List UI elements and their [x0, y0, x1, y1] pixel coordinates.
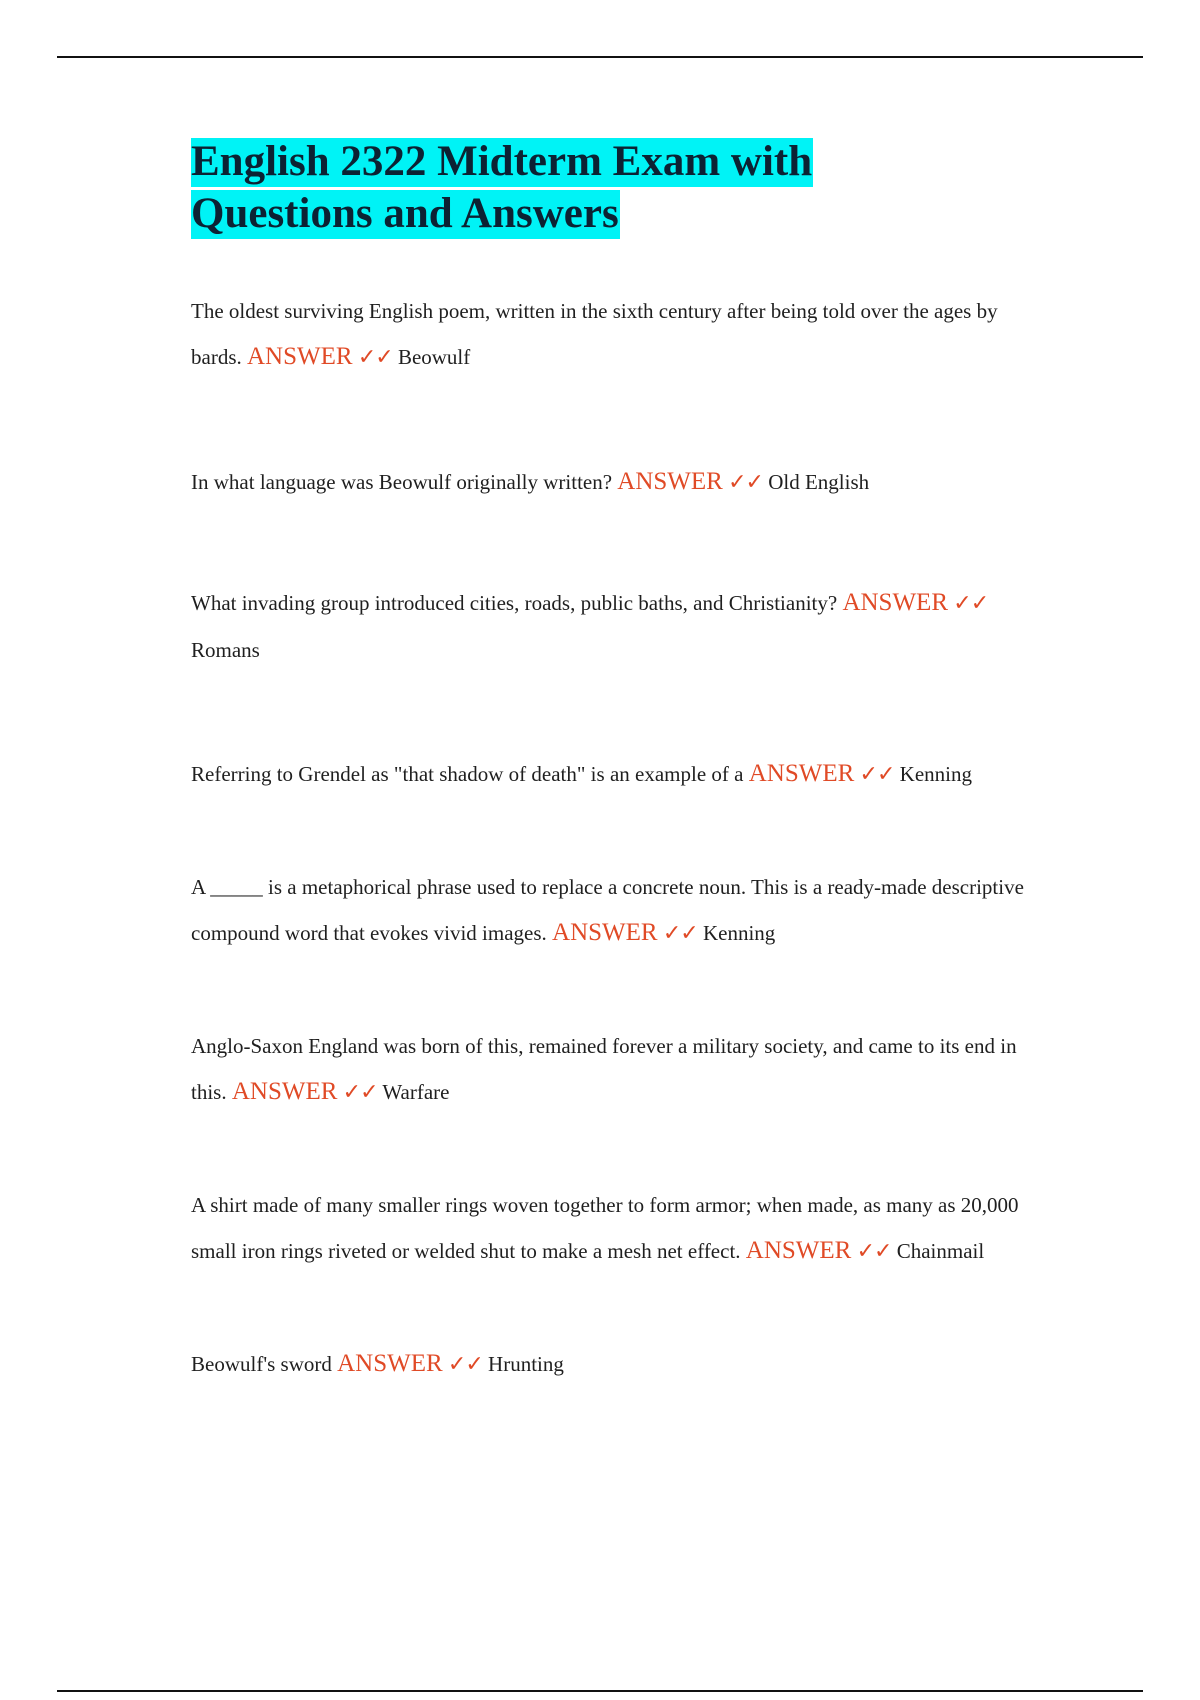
double-check-icon: ✓✓ [728, 470, 763, 495]
double-check-icon: ✓✓ [856, 1239, 892, 1264]
title-line-1: English 2322 Midterm Exam with [191, 138, 813, 185]
double-check-icon: ✓✓ [859, 762, 895, 787]
answer-label: ANSWER [552, 919, 658, 946]
question-text: In what language was Beowulf originally written? [191, 470, 613, 494]
question-text: A shirt made of many smaller rings woven together to form armor; when made, as many as 20,000 small iron rings riveted or welded shut to make a mesh net effect. [191, 1193, 1019, 1263]
question-text: Anglo-Saxon England was born of this, remained forever a military society, and came to its end in this. [191, 1034, 1017, 1104]
question-text: What invading group introduced cities, roads, public baths, and Christianity? [191, 591, 838, 615]
document-title [191, 136, 1051, 240]
answer-label: ANSWER [842, 589, 949, 616]
double-check-icon: ✓✓ [342, 1080, 378, 1105]
qa-item [191, 1182, 1051, 1275]
answer-label: ANSWER [247, 343, 353, 370]
qa-item [191, 1341, 1051, 1388]
qa-item [191, 288, 1051, 381]
answer-text: Hrunting [488, 1352, 564, 1376]
bottom-rule [57, 1690, 1143, 1692]
answer-text: Old English [768, 470, 870, 494]
double-check-icon: ✓✓ [357, 345, 393, 370]
top-rule [57, 56, 1143, 58]
answer-label: ANSWER [337, 1350, 443, 1377]
double-check-icon: ✓✓ [447, 1352, 483, 1377]
answer-text: Kenning [702, 921, 776, 945]
title-line-2: Questions and Answers [191, 190, 619, 237]
question-text: Referring to Grendel as "that shadow of death" is an example of a [191, 762, 744, 786]
answer-label: ANSWER [748, 760, 855, 787]
document-body [191, 136, 1051, 1388]
answer-text: Chainmail [896, 1239, 985, 1263]
qa-item [191, 580, 1051, 673]
double-check-icon: ✓✓ [953, 591, 989, 616]
question-text: Beowulf's sword [191, 1352, 332, 1376]
double-check-icon: ✓✓ [662, 921, 698, 946]
answer-text: Kenning [899, 762, 972, 786]
answer-text: Beowulf [397, 345, 471, 369]
question-text: A _____ is a metaphorical phrase used to replace a concrete noun. This is a ready-made descriptive compound word that evokes vivid images. [191, 875, 1024, 945]
answer-label: ANSWER [231, 1078, 338, 1105]
answer-label: ANSWER [745, 1237, 852, 1264]
question-text: The oldest surviving English poem, written in the sixth century after being told over the ages by bards. [191, 299, 998, 369]
qa-item [191, 1023, 1051, 1116]
qa-item [191, 751, 1051, 798]
answer-text: Romans [191, 638, 260, 662]
qa-list [191, 288, 1051, 1388]
answer-label: ANSWER [617, 468, 723, 495]
qa-item [191, 864, 1051, 957]
answer-text: Warfare [382, 1080, 450, 1104]
qa-item [191, 459, 1051, 506]
